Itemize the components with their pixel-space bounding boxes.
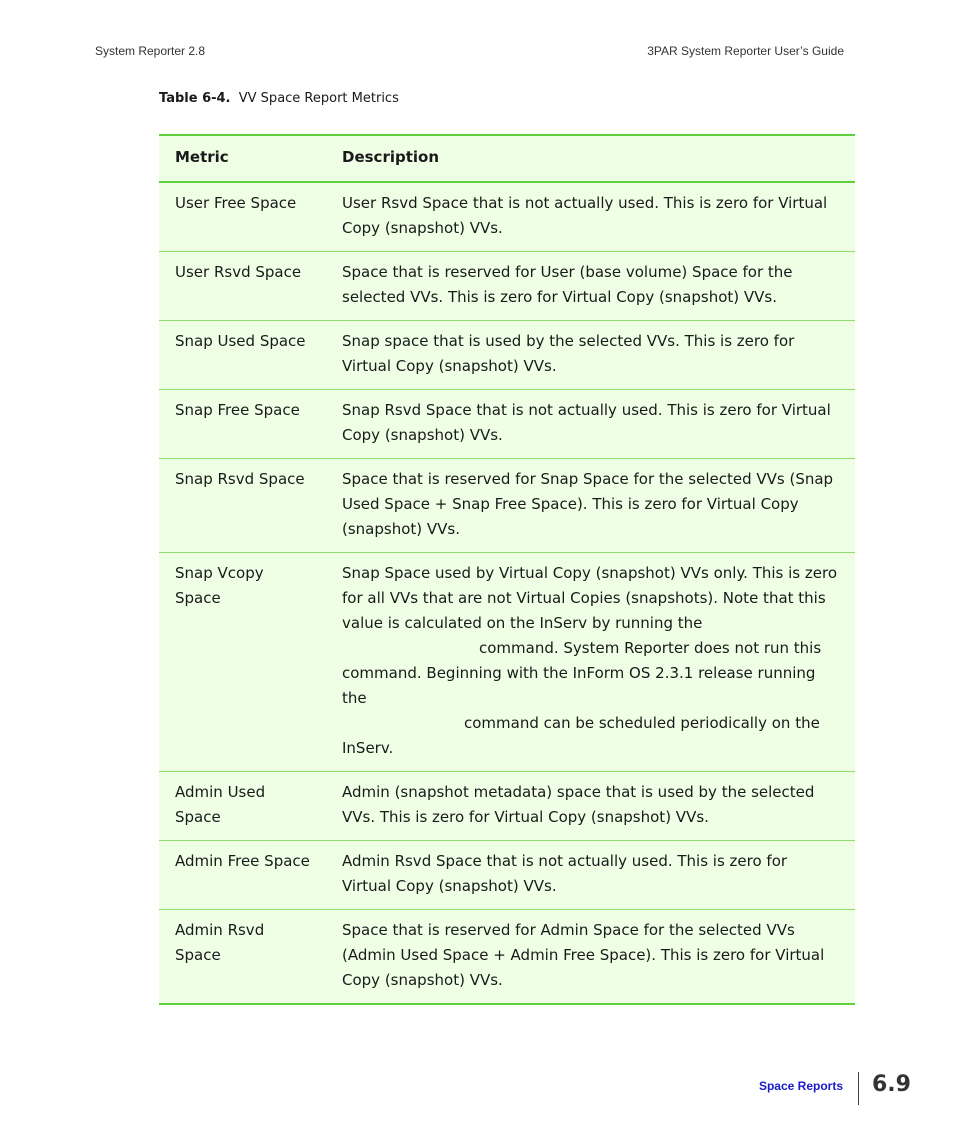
metric-cell: Snap Used Space: [159, 321, 326, 390]
description-part: command. System Reporter does not run this command. Beginning with the InForm OS 2.3.1 release running the: [342, 639, 822, 707]
description-part: command can be scheduled periodically on the InServ.: [342, 714, 820, 757]
footer-section-label: Space Reports: [758, 1079, 843, 1093]
metric-cell: Snap Vcopy Space: [159, 553, 326, 772]
metric-cell: Snap Free Space: [159, 390, 326, 459]
description-cell: User Rsvd Space that is not actually used. This is zero for Virtual Copy (snapshot) VVs.: [326, 182, 855, 252]
description-cell: Admin (snapshot metadata) space that is used by the selected VVs. This is zero for Virtual Copy (snapshot) VVs.: [326, 772, 855, 841]
table-row: [159, 910, 855, 1004]
table-row: [159, 252, 855, 321]
metrics-table: [159, 134, 855, 1005]
description-cell: Snap Rsvd Space that is not actually used. This is zero for Virtual Copy (snapshot) VVs.: [326, 390, 855, 459]
description-cell: Admin Rsvd Space that is not actually used. This is zero for Virtual Copy (snapshot) VVs.: [326, 841, 855, 910]
metric-cell: Admin Free Space: [159, 841, 326, 910]
column-header-description: Description: [326, 136, 855, 182]
column-header-metric: Metric: [159, 136, 326, 182]
metric-cell: User Free Space: [159, 182, 326, 252]
running-header-right: 3PAR System Reporter User’s Guide: [647, 44, 844, 58]
metric-cell: User Rsvd Space: [159, 252, 326, 321]
metric-cell: Snap Rsvd Space: [159, 459, 326, 553]
page-number: 6.9: [872, 1072, 911, 1097]
table-row: [159, 772, 855, 841]
table-caption-title: VV Space Report Metrics: [238, 91, 399, 106]
footer-divider: [858, 1072, 859, 1105]
description-part: Snap Space used by Virtual Copy (snapshot) VVs only. This is zero for all VVs that are not Virtual Copies (snapshots). Note that this value is calculated on the InServ by running the: [342, 564, 837, 632]
table-row: [159, 553, 855, 772]
metric-cell: Admin Rsvd Space: [159, 910, 326, 1004]
running-header-left: System Reporter 2.8: [95, 44, 206, 58]
table-row: [159, 459, 855, 553]
description-cell: Snap space that is used by the selected VVs. This is zero for Virtual Copy (snapshot) VVs.: [326, 321, 855, 390]
table-row: [159, 321, 855, 390]
description-cell: Space that is reserved for Admin Space for the selected VVs (Admin Used Space + Admin Free Space). This is zero for Virtual Copy (snapshot) VVs.: [326, 910, 855, 1004]
table-caption-label: Table 6-4.: [159, 91, 231, 106]
table-row: [159, 182, 855, 252]
description-cell: [326, 553, 855, 772]
table-caption: [159, 91, 399, 106]
table-row: [159, 390, 855, 459]
metric-cell: Admin Used Space: [159, 772, 326, 841]
table-row: [159, 841, 855, 910]
description-cell: Space that is reserved for User (base volume) Space for the selected VVs. This is zero for Virtual Copy (snapshot) VVs.: [326, 252, 855, 321]
table-header-row: [159, 136, 855, 182]
description-cell: Space that is reserved for Snap Space for the selected VVs (Snap Used Space + Snap Free Space). This is zero for Virtual Copy (snapshot) VVs.: [326, 459, 855, 553]
